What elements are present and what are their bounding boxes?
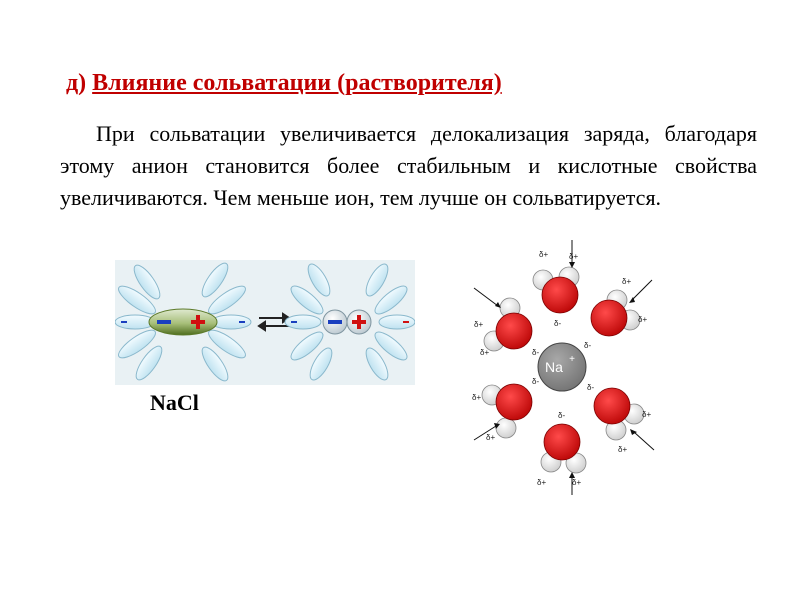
delta-plus-label: δ+ bbox=[474, 320, 484, 329]
delta-minus-label: δ- bbox=[587, 383, 595, 392]
delta-plus-label: δ+ bbox=[618, 445, 628, 454]
heading-title: Влияние сольватации (растворителя) bbox=[92, 70, 502, 96]
delta-plus-label: δ+ bbox=[638, 315, 648, 324]
sodium-ion bbox=[538, 343, 586, 391]
water-molecule-lower-right bbox=[587, 383, 654, 454]
delta-minus-label: δ- bbox=[558, 411, 566, 420]
nacl-minus-mark bbox=[157, 320, 171, 324]
delta-minus-label: δ- bbox=[584, 341, 592, 350]
water-molecule-lower-left bbox=[472, 377, 539, 442]
sodium-ion-charge: + bbox=[569, 354, 575, 365]
delta-minus-label: δ- bbox=[554, 319, 562, 328]
delta-plus-label: δ+ bbox=[642, 410, 652, 419]
sodium-hydration-diagram bbox=[462, 240, 672, 495]
water-molecule-bottom bbox=[537, 411, 586, 495]
delta-plus-label: δ+ bbox=[472, 393, 482, 402]
delta-plus-label: δ+ bbox=[480, 348, 490, 357]
delta-plus-label: δ+ bbox=[622, 277, 632, 286]
heading-prefix: д) bbox=[66, 70, 87, 96]
water-molecule-upper-left bbox=[474, 288, 539, 357]
section-heading bbox=[66, 70, 502, 97]
delta-plus-label: δ+ bbox=[537, 478, 547, 487]
sodium-ion-symbol: Na bbox=[545, 359, 563, 375]
delta-plus-label: δ+ bbox=[569, 252, 579, 261]
delta-plus-label: δ+ bbox=[486, 433, 496, 442]
delta-plus-label: δ+ bbox=[539, 250, 549, 259]
delta-minus-label: δ- bbox=[532, 377, 540, 386]
anion-minus-mark bbox=[328, 320, 342, 324]
delta-minus-label: δ- bbox=[532, 348, 540, 357]
water-molecule-top bbox=[533, 240, 579, 328]
water-molecule-upper-right bbox=[584, 277, 652, 350]
nacl-solvation-illustration bbox=[115, 260, 415, 385]
body-paragraph: При сольватации увеличивается делокализация заряда, благодаря этому анион становится более стабильным и кислотные свойства увеличиваются. Чем меньше ион, тем лучше он сольватируется. bbox=[60, 121, 757, 210]
nacl-label: NaCl bbox=[150, 390, 199, 415]
delta-plus-label: δ+ bbox=[572, 478, 582, 487]
